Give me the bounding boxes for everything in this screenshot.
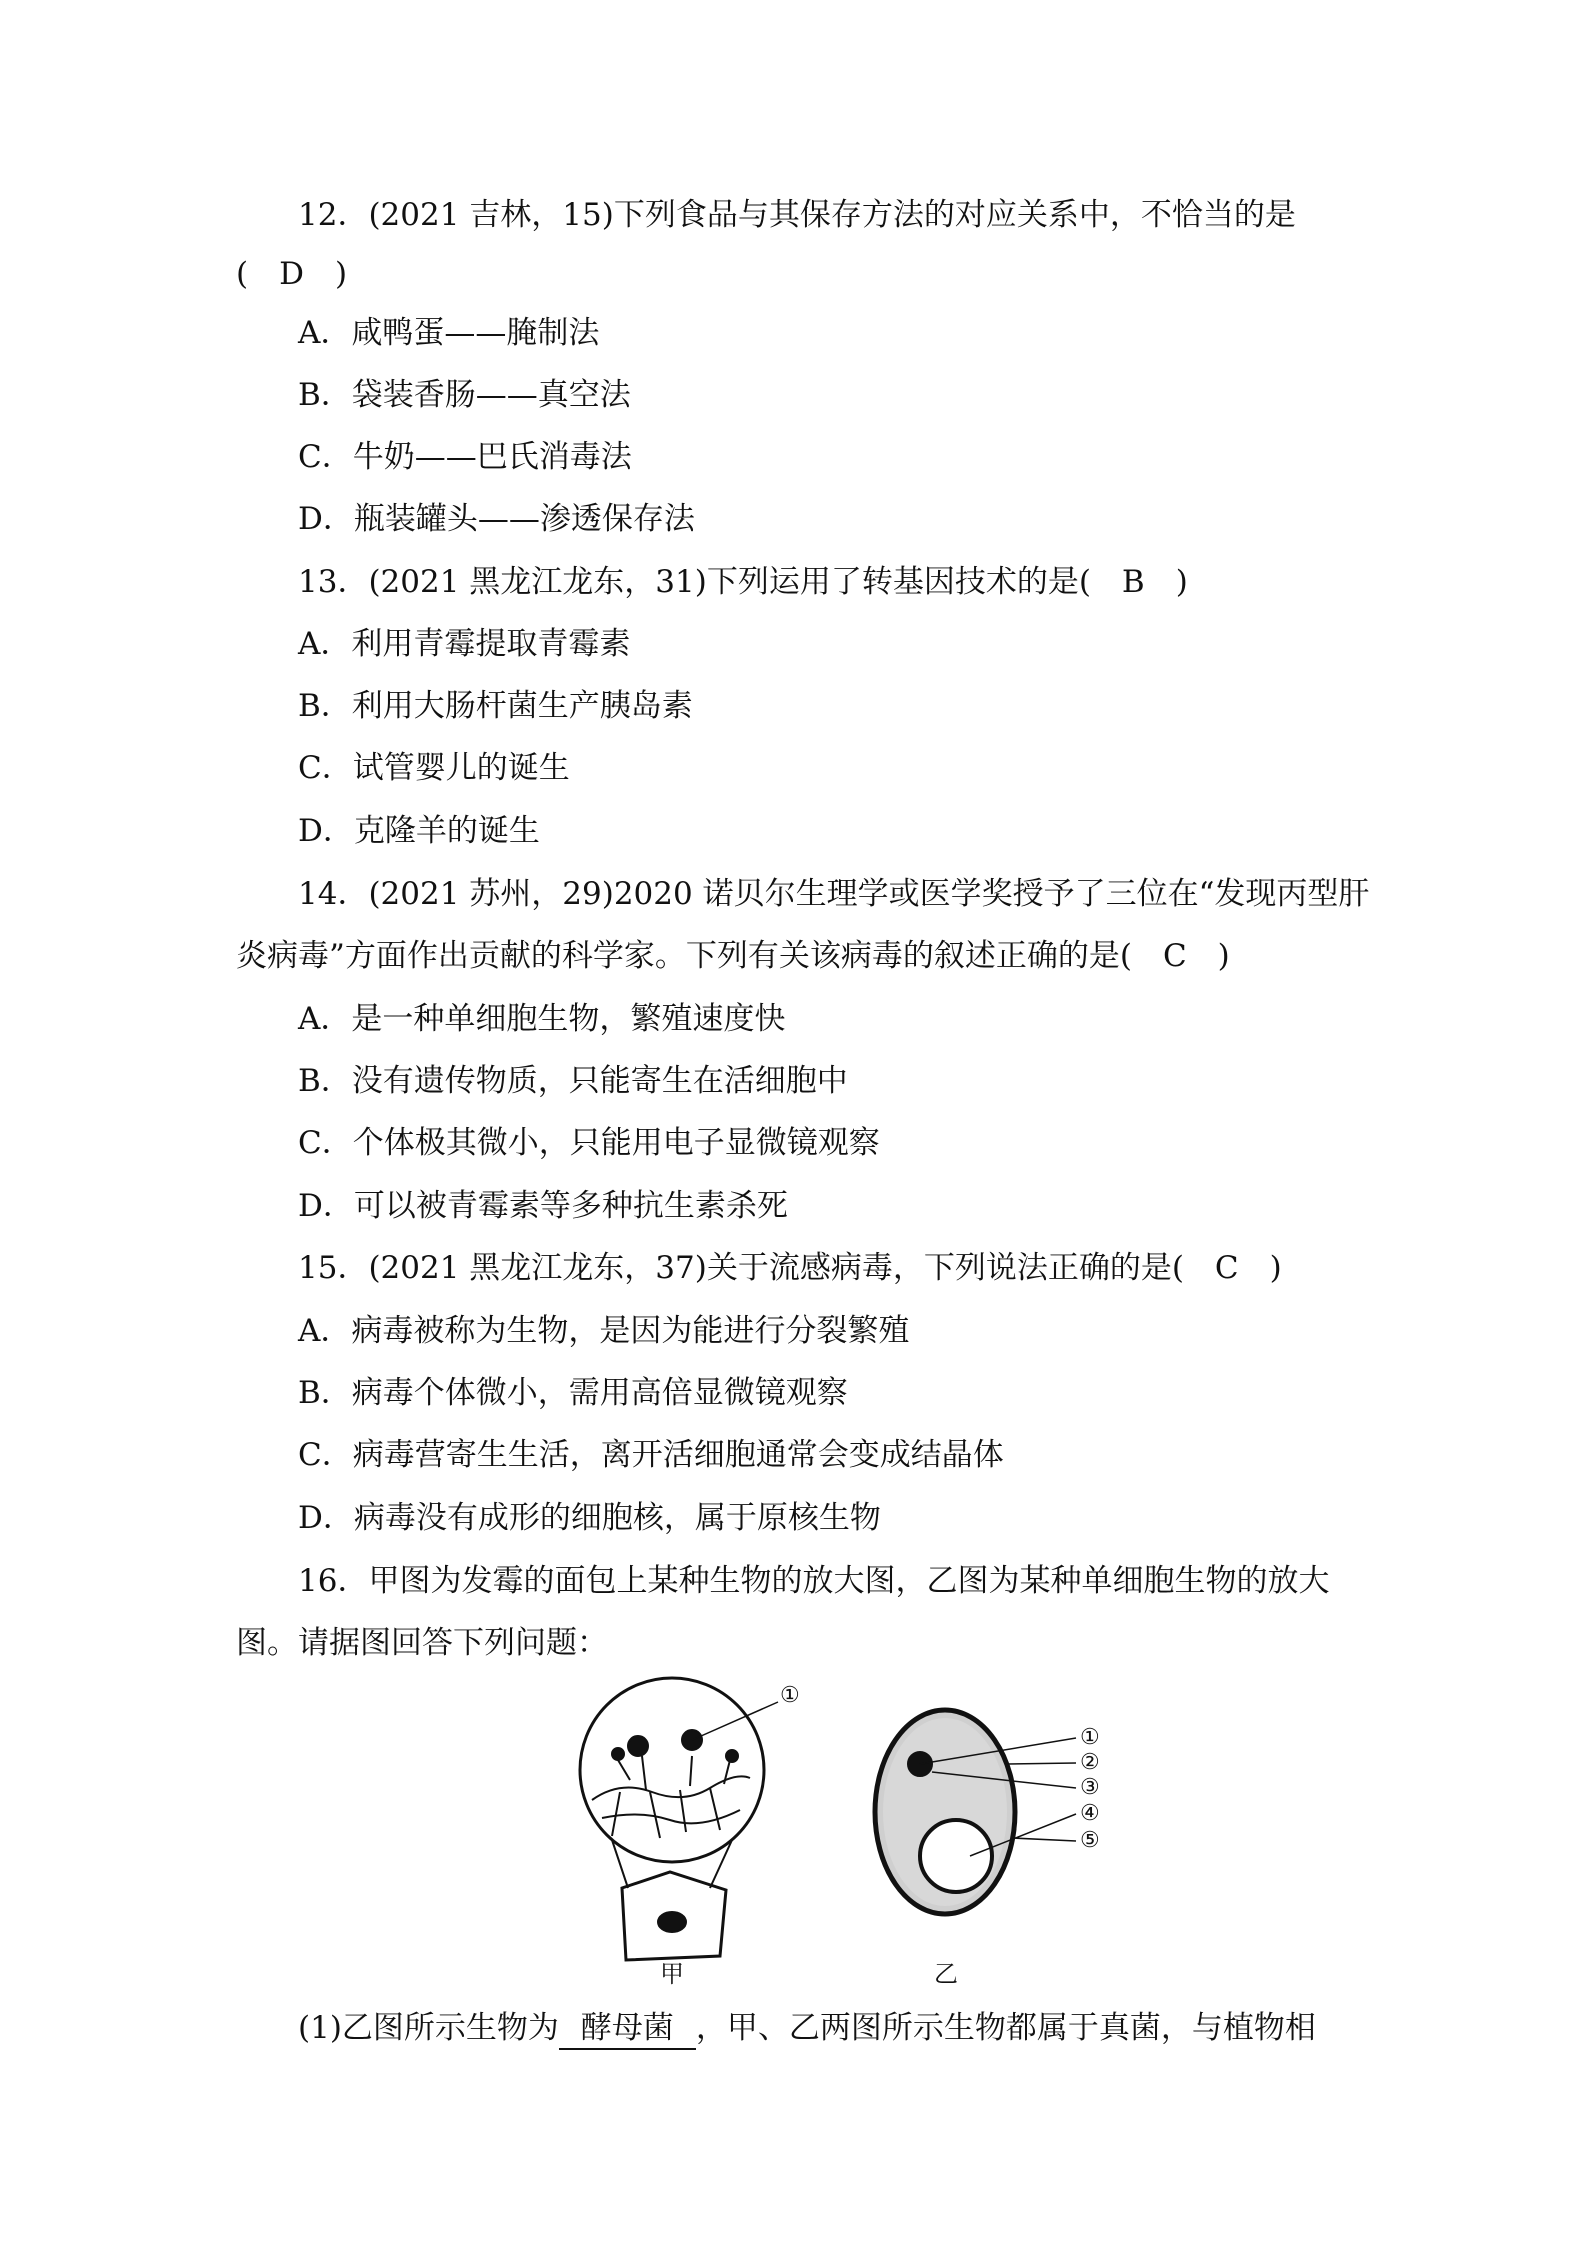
q15-option-b: B．病毒个体微小，需用高倍显微镜观察 bbox=[298, 1375, 848, 1411]
hyphae-2 bbox=[602, 1810, 740, 1823]
magnifier-circle bbox=[580, 1678, 764, 1862]
q12-option-a: A．咸鸭蛋——腌制法 bbox=[298, 315, 600, 351]
jia-leader-1 bbox=[692, 1702, 778, 1740]
sporangium-3 bbox=[612, 1748, 624, 1760]
yi-marker-3: ③ bbox=[1080, 1775, 1100, 1800]
q12-stem: 12．(2021 吉林，15)下列食品与其保存方法的对应关系中，不恰当的是 bbox=[298, 197, 1296, 233]
q16-sub1 bbox=[298, 2006, 1316, 2050]
yi-marker-4: ④ bbox=[1080, 1801, 1100, 1826]
q13-stem: 13．(2021 黑龙江龙东，31)下列运用了转基因技术的是( B ) bbox=[298, 564, 1188, 600]
q15-option-c: C．病毒营寄生生活，离开活细胞通常会变成结晶体 bbox=[298, 1437, 1004, 1473]
yi-marker-1: ① bbox=[1080, 1725, 1100, 1750]
q14-option-a: A．是一种单细胞生物，繁殖速度快 bbox=[298, 1001, 786, 1037]
yi-marker-2: ② bbox=[1080, 1750, 1100, 1775]
bread-mold-spot bbox=[658, 1912, 686, 1932]
q14-option-c: C．个体极其微小，只能用电子显微镜观察 bbox=[298, 1125, 880, 1161]
q14-option-d: D．可以被青霉素等多种抗生素杀死 bbox=[298, 1188, 788, 1224]
q12-option-b: B．袋装香肠——真空法 bbox=[298, 377, 631, 413]
vacuole bbox=[920, 1820, 992, 1892]
q14-option-b: B．没有遗传物质，只能寄生在活细胞中 bbox=[298, 1063, 848, 1099]
hyphae-1 bbox=[592, 1776, 750, 1800]
q12-option-d: D．瓶装罐头——渗透保存法 bbox=[298, 501, 695, 537]
q16-stem-line2: 图。请据图回答下列问题： bbox=[236, 1625, 608, 1661]
jia-marker-1: ① bbox=[780, 1683, 800, 1708]
q12-option-c: C．牛奶——巴氏消毒法 bbox=[298, 439, 632, 475]
q13-option-c: C．试管婴儿的诞生 bbox=[298, 750, 570, 786]
q13-option-b: B．利用大肠杆菌生产胰岛素 bbox=[298, 688, 693, 724]
q16-sub1-answer: 酵母菌 bbox=[559, 2008, 696, 2050]
q15-option-d: D．病毒没有成形的细胞核，属于原核生物 bbox=[298, 1500, 881, 1536]
yi-yeast-diagram bbox=[875, 1710, 1076, 1914]
sporangium-1 bbox=[628, 1736, 648, 1756]
figure-jia-yi bbox=[560, 1660, 1120, 1990]
sporangiophores bbox=[618, 1756, 730, 1790]
q15-stem: 15．(2021 黑龙江龙东，37)关于流感病毒，下列说法正确的是( C ) bbox=[298, 1250, 1282, 1286]
yi-leader-2 bbox=[1008, 1763, 1076, 1764]
q16-stem-line1: 16．甲图为发霉的面包上某种生物的放大图，乙图为某种单细胞生物的放大 bbox=[298, 1563, 1330, 1599]
figure-illustration bbox=[560, 1660, 1120, 1990]
sporangium-4 bbox=[726, 1750, 738, 1762]
q16-sub1-suffix: ，甲、乙两图所示生物都属于真菌，与植物相 bbox=[695, 2010, 1316, 2046]
q13-option-a: A．利用青霉提取青霉素 bbox=[298, 626, 631, 662]
jia-caption: 甲 bbox=[660, 1960, 684, 1988]
q12-answer: ( D ) bbox=[236, 256, 348, 292]
q15-option-a: A．病毒被称为生物，是因为能进行分裂繁殖 bbox=[298, 1313, 910, 1349]
q14-stem-line1: 14．(2021 苏州，29)2020 诺贝尔生理学或医学奖授予了三位在“发现丙型肝 bbox=[298, 876, 1370, 912]
yi-caption: 乙 bbox=[934, 1960, 958, 1988]
q14-stem-line2: 炎病毒”方面作出贡献的科学家。下列有关该病毒的叙述正确的是( C ) bbox=[236, 938, 1230, 974]
jia-mold-diagram bbox=[580, 1678, 778, 1960]
yi-leader-5 bbox=[1012, 1838, 1076, 1841]
q16-sub1-prefix: (1)乙图所示生物为 bbox=[298, 2010, 559, 2046]
q13-option-d: D．克隆羊的诞生 bbox=[298, 813, 540, 849]
yi-marker-5: ⑤ bbox=[1080, 1828, 1100, 1853]
